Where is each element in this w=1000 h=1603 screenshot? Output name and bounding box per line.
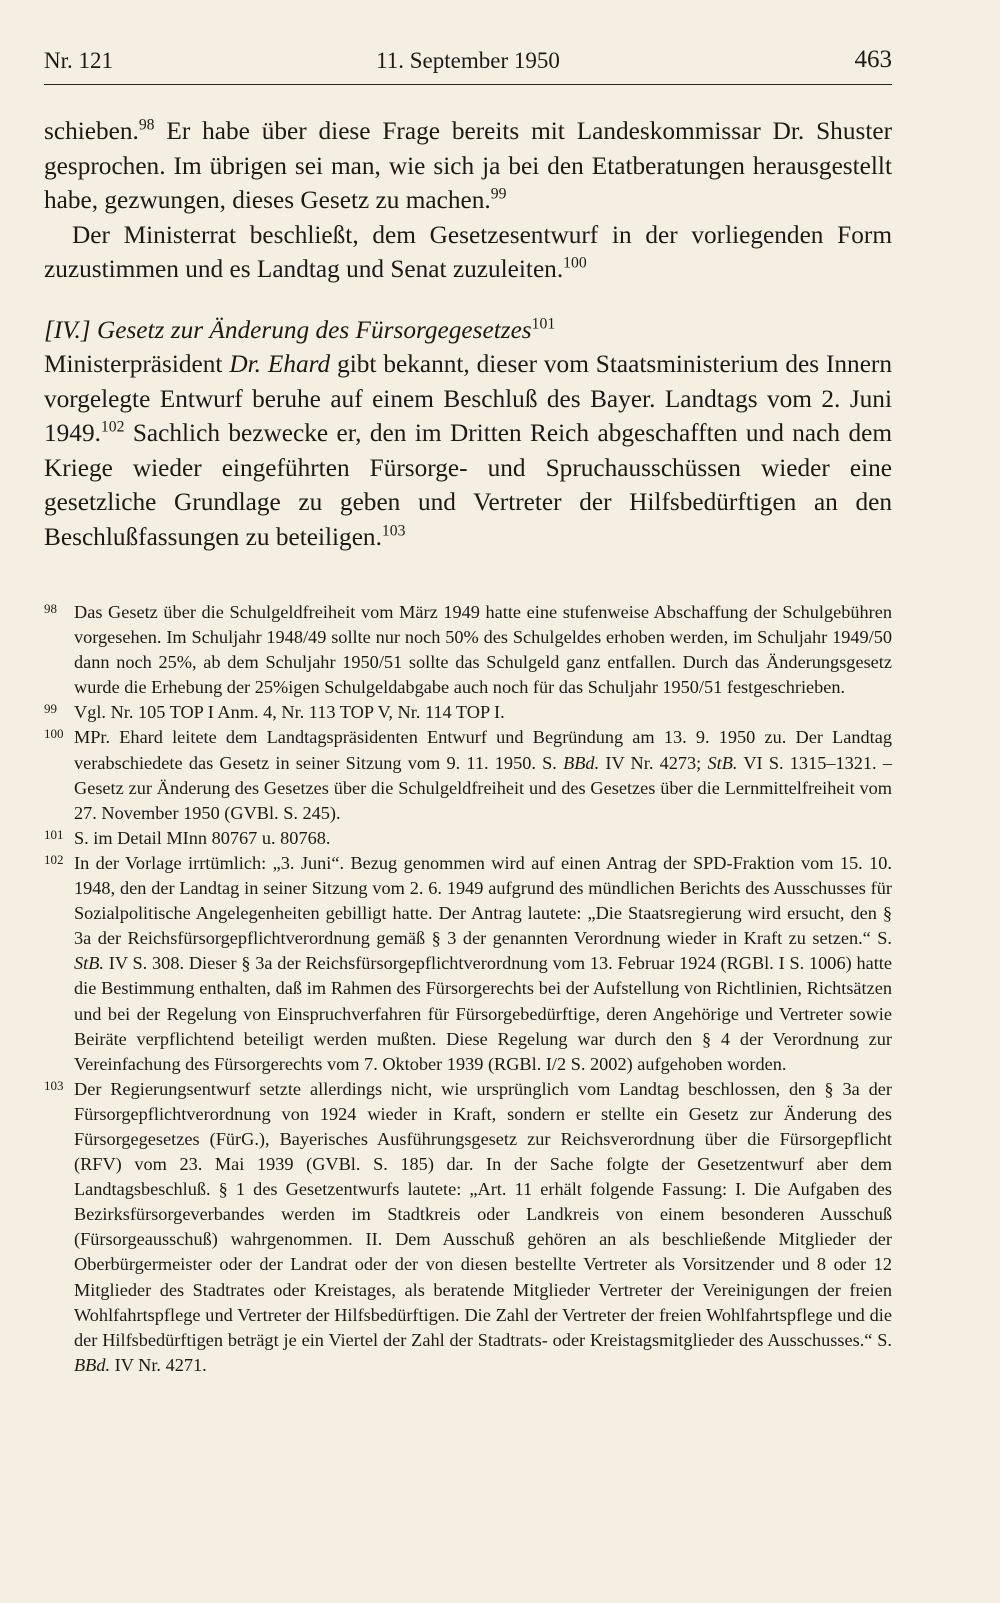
footnote-ref: 98: [138, 116, 155, 134]
footnotes: [44, 600, 892, 1378]
footnote-number: 98: [44, 601, 57, 616]
section-title: Gesetz zur Änderung des Fürsorgegesetzes: [90, 315, 532, 344]
header-date: 11. September 1950: [376, 48, 560, 73]
paragraph: Der Ministerrat beschließt, dem Gesetzesentwurf in der vorliegenden Form zuzustimmen und es Landtag und Senat zuzuleiten.$^{100}$: [44, 220, 892, 283]
page-number: 463: [854, 46, 892, 73]
running-header: [44, 44, 892, 85]
document-number: Nr. 121: [44, 48, 113, 73]
footnote-99: 99 Vgl. Nr. 105 TOP I Anm. 4, Nr. 113 TOP V, Nr. 114 TOP I.: [44, 700, 892, 725]
footnote-number: 103: [44, 1077, 64, 1093]
footnote-ref: 102: [100, 418, 125, 436]
footnote-number: 101: [44, 826, 64, 842]
footnote-ref: 103: [381, 522, 406, 540]
footnote-103: 103 Der Regierungsentwurf setzte allerdings nicht, wie ursprünglich vom Landtag beschlossen, den § 3a der Fürsorgepflichtverordnung von 1924 wieder in Kraft, sondern er stellte ein Gesetz zur Änderung des Fürsorgegesetzes (FürG.), Bayerisches Ausführungsgesetz zur Reichsverordnung über die Fürsorgepflicht (RFV) vom 23. Mai 1939 (GVBl. S. 185) dar. In der Sache folgte der Gesetzentwurf aber dem Landtagsbeschluß. § 1 des Gesetzentwurfs lautete: „Art. 11 erhält folgende Fassung: I. Die Aufgaben des Bezirksfürsorgeverbandes werden im Stadtkreis oder Landkreis von einem besonderen Ausschuß (Fürsorgeausschuß) wahrgenommen. II. Dem Ausschuß gehören an als beschließende Mitglieder der Oberbürgermeister oder der Landrat oder der von diesen bestellte Vertreter als Vorsitzender und 8 oder 12 Mitglieder des Stadtrates oder Kreistages, als beratende Mitglieder Vertreter der Vereinigungen der freien Wohlfahrtspflege und Vertreter der Hilfsbedürftigen. Die Zahl der Vertreter der freien Wohlfahrtspflege und die der Hilfsbedürftigen beträgt je ein Viertel der Zahl der Stadtrats- oder Kreistagsmitglieder des Ausschusses.“ S. BBd. IV Nr. 4271.: [44, 1077, 892, 1378]
paragraph: schieben.$^{98}$ Er habe über diese Frage bereits mit Landeskommissar Dr. Shuster gesprochen. Im übrigen sei man, wie sich ja bei den Etatberatungen herausgestellt habe, gezwungen, dieses Gesetz zu machen.$^{99}$: [44, 116, 892, 214]
footnote-ref: 101: [531, 315, 556, 333]
section-label: [IV.]: [44, 315, 91, 344]
paragraph: Ministerpräsident Dr. Ehard gibt bekannt, dieser vom Staatsministerium des Innern vorgelegte Entwurf beruhe auf einem Beschluß des Bayer. Landtags vom 2. Juni 1949.$^{102}$ Sachlich bezwecke er, den im Dritten Reich abgeschafften und nach dem Kriege wieder eingeführten Fürsorge- und Spruchausschüssen wieder eine gesetzliche Grundlage zu geben und Vertreter der Hilfsbedürftigen an den Beschlußfassungen zu beteiligen.$^{103}$: [44, 350, 892, 551]
footnote-100: 100 MPr. Ehard leitete dem Landtagspräsidenten Entwurf und Begründung am 13. 9. 1950 zu. Der Landtag verabschiedete das Gesetz in seiner Sitzung vom 9. 11. 1950. S. BBd. IV Nr. 4273; StB. VI S. 1315–1321. – Gesetz zur Änderung des Gesetzes über die Schulgeldfreiheit und des Gesetzes über die Lernmittelfreiheit vom 27. November 1950 (GVBl. S. 245).: [44, 725, 892, 825]
footnote-number: 102: [44, 851, 64, 867]
footnote-ref: 100: [563, 254, 587, 272]
footnote-102: 102 In der Vorlage irrtümlich: „3. Juni“. Bezug genommen wird auf einen Antrag der SPD-Fraktion vom 15. 10. 1948, den der Landtag in seiner Sitzung vom 2. 6. 1949 aufgrund des mündlichen Berichts des Ausschusses für Sozialpolitische Angelegenheiten gebilligt hatte. Der Antrag lautete: „Die Staatsregierung wird ersucht, den § 3a der Reichsfürsorgepflichtverordnung gemäß § 3 der genannten Verordnung wieder in Kraft zu setzen.“ S. StB. IV S. 308. Dieser § 3a der Reichsfürsorgepflichtverordnung vom 13. Februar 1924 (RGBl. I S. 1006) hatte die Bestimmung enthalten, daß im Rahmen des Fürsorgerechts bei der Aufstellung von Richtlinien, Richtsätzen und bei der Regelung von Einspruchverfahren für Fürsorgebedürftige, deren Angehörige und Vertreter sowie Beiräte verpflichtend beteiligt werden mußten. Diese Regelung war durch den § 4 der Verordnung zur Vereinfachung des Fürsorgerechts vom 7. Oktober 1939 (RGBl. I/2 S. 2002) aufgehoben worden.: [44, 851, 892, 1077]
footnote-number: 100: [44, 726, 64, 742]
footnote-ref: 99: [490, 185, 507, 203]
footnote-98: 98 Das Gesetz über die Schulgeldfreiheit vom März 1949 hatte eine stufenweise Abschaffung der Schulgebühren vorgesehen. Im Schuljahr 1948/49 sollte nur noch 50% des Schulgeldes erhoben werden, im Schuljahr 1949/50 dann noch 25%, ab dem Schuljahr 1950/51 sollte das Schulgeld ganz entfallen. Durch das Änderungsgesetz wurde die Erhebung der 25%igen Schulgeldabgabe auch noch für das Schuljahr 1950/51 festgeschrieben.: [44, 600, 892, 700]
section-heading: [44, 313, 892, 348]
footnote-number: 99: [44, 701, 57, 717]
main-text: [44, 114, 892, 554]
footnote-101: 101 S. im Detail MInn 80767 u. 80768.: [44, 826, 892, 851]
person-name: Dr. Ehard: [229, 350, 331, 378]
